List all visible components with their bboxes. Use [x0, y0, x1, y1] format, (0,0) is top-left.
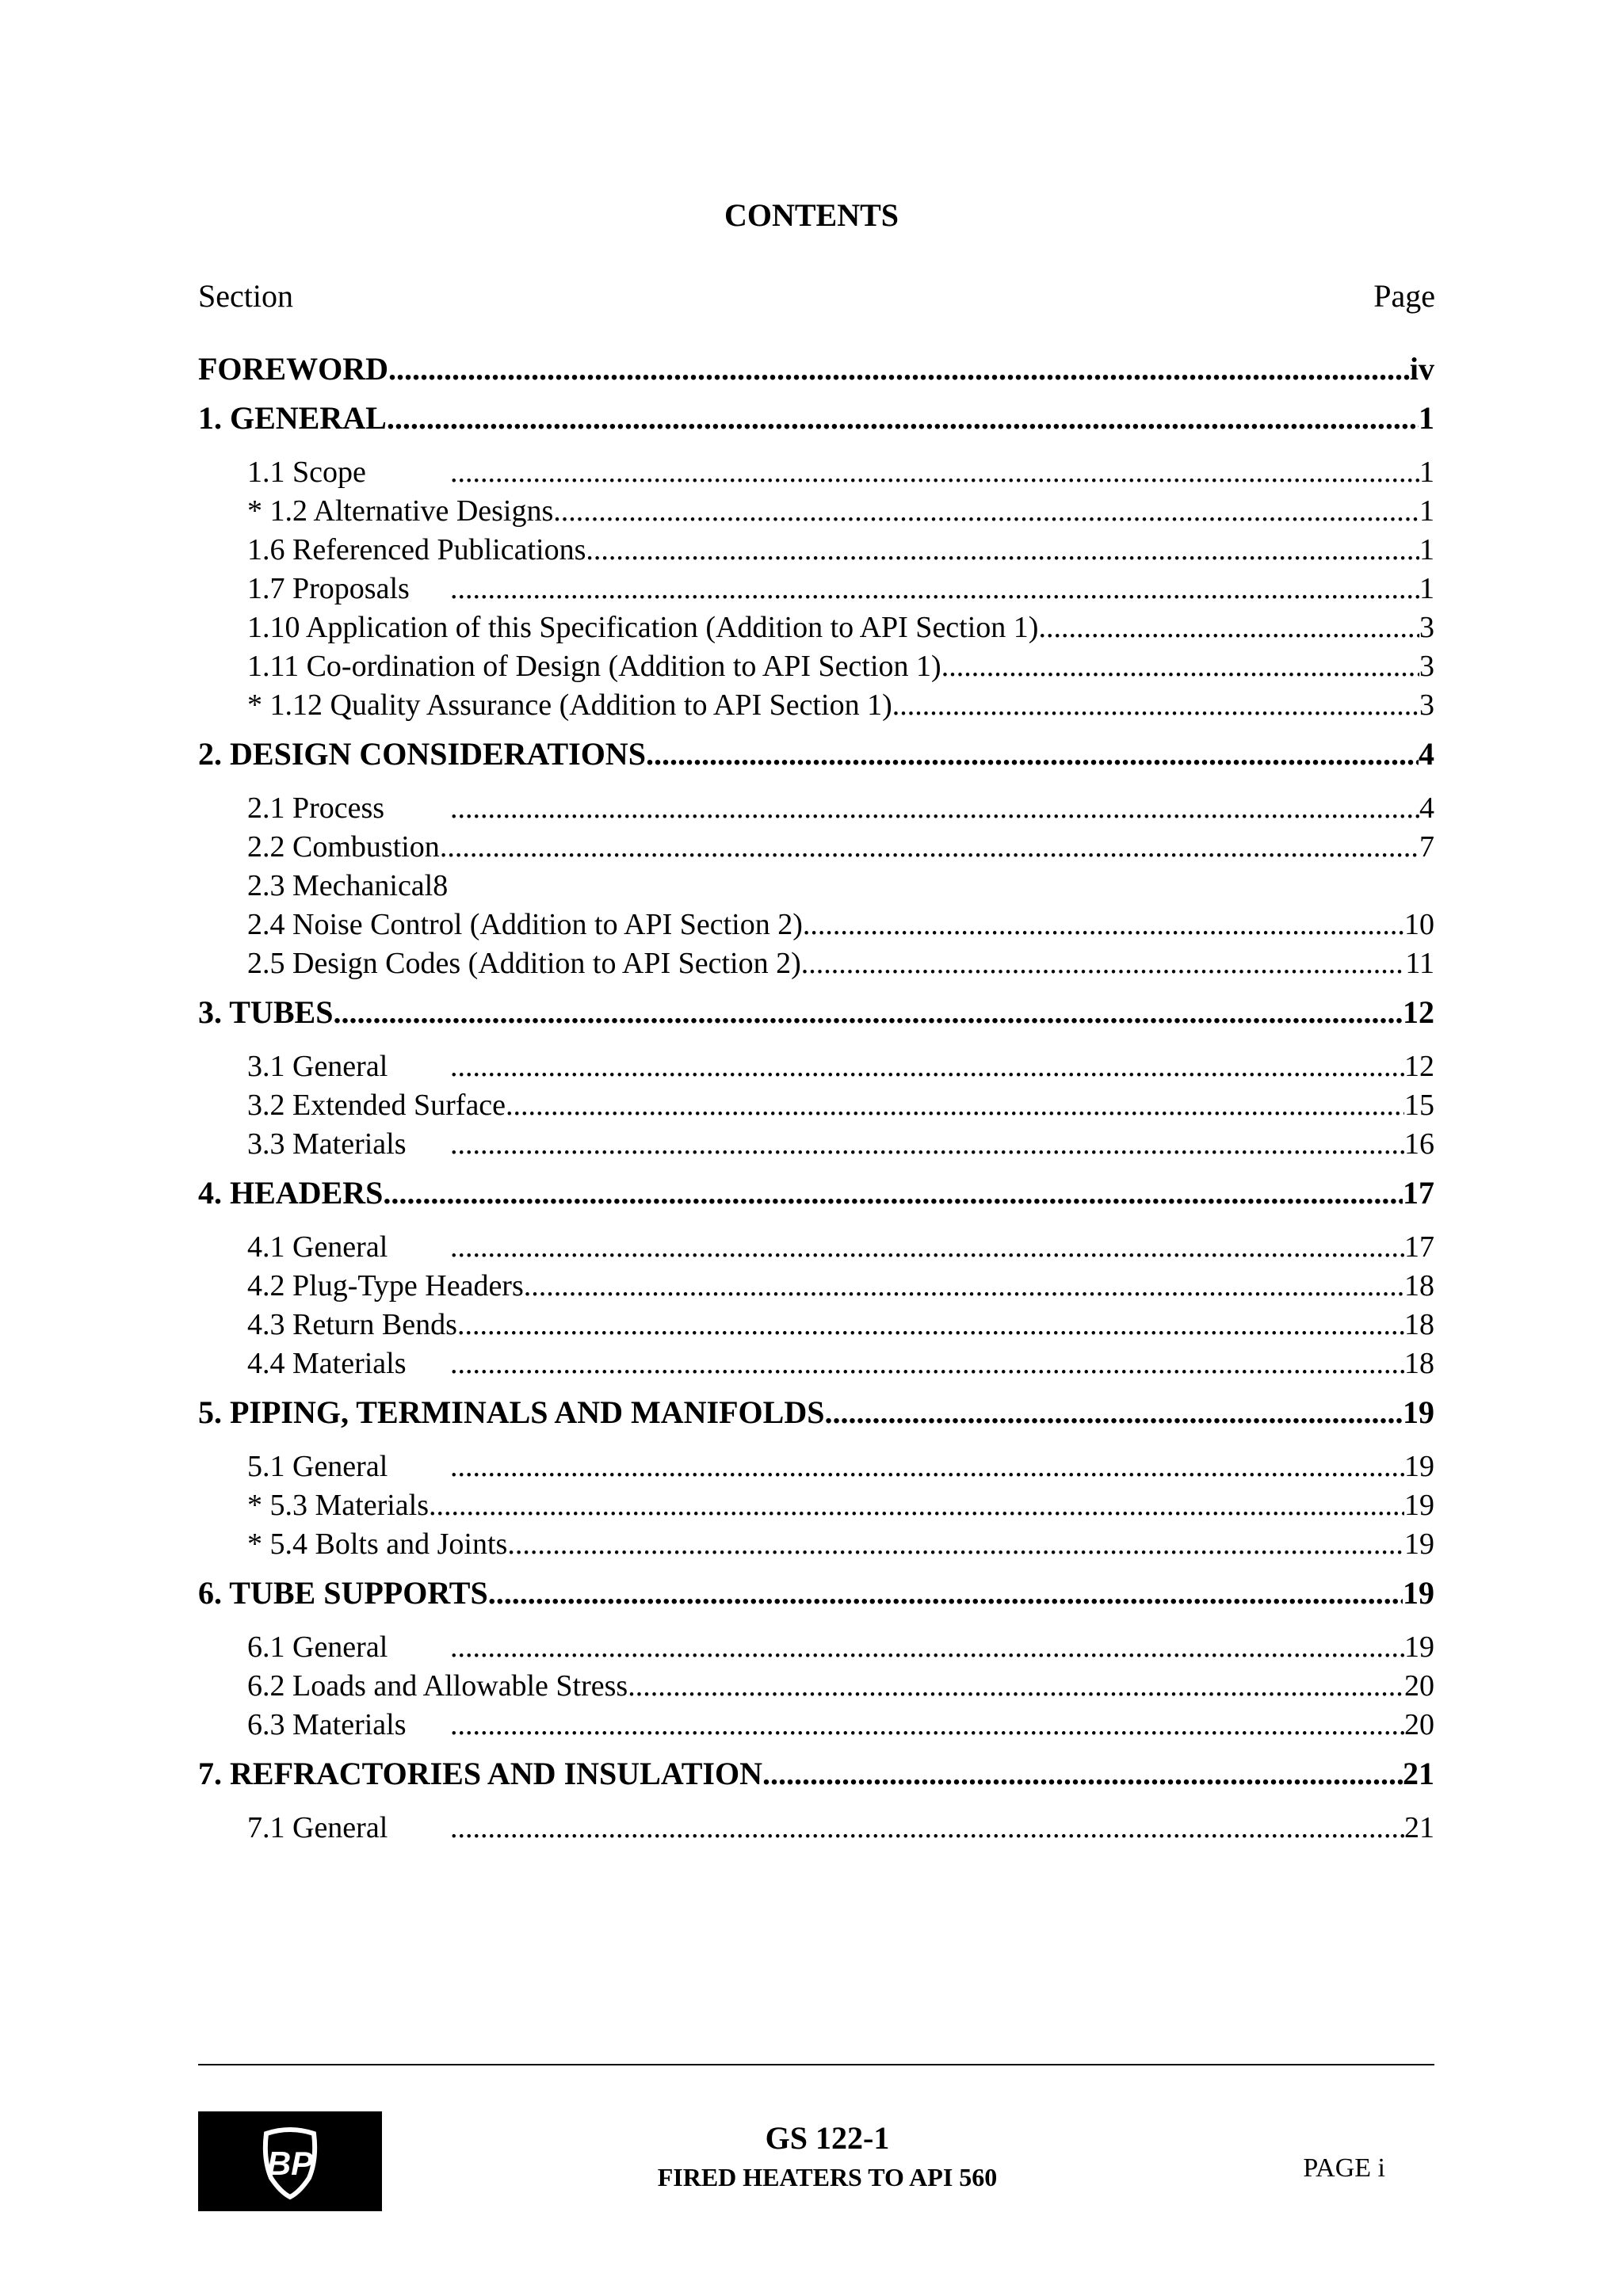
- toc-page-number: 16: [1404, 1127, 1434, 1161]
- toc-leader-dots: [586, 529, 1419, 570]
- toc-subsection-entry: [247, 1627, 1434, 1668]
- toc-subsection-entry: [247, 1343, 1434, 1384]
- toc-page-number: 19: [1404, 1630, 1434, 1664]
- toc-leader-dots: [450, 452, 1419, 493]
- toc-subsection-entry: [247, 826, 1434, 868]
- toc-page-number: 1: [1419, 533, 1434, 566]
- toc-subsection-entry: [247, 1704, 1434, 1745]
- toc-page-number: 10: [1404, 908, 1434, 941]
- footer-divider: [198, 2064, 1434, 2065]
- toc-page-number: 4: [1419, 736, 1434, 772]
- document-code: GS 122-1: [765, 2120, 890, 2156]
- toc-leader-dots: [383, 1173, 1403, 1214]
- toc-section-entry: [198, 1753, 1434, 1794]
- toc-entry-label: 5. PIPING, TERMINALS AND MANIFOLDS: [198, 1394, 825, 1430]
- toc-entry-label: 3.3 Materials: [247, 1127, 407, 1161]
- toc-page-number: iv: [1409, 351, 1434, 387]
- toc-page-number: 1: [1419, 494, 1434, 528]
- toc-page-number: 3: [1419, 650, 1434, 683]
- toc-subsection-entry: [247, 607, 1434, 648]
- toc-leader-dots: [450, 568, 1419, 609]
- toc-section-entry: [198, 398, 1434, 439]
- toc-leader-dots: [450, 788, 1419, 829]
- toc-subsection-entry: [247, 1665, 1434, 1707]
- toc-subsection-entry: [247, 646, 1434, 687]
- toc-section-entry: [198, 1173, 1434, 1214]
- toc-page-number: 18: [1404, 1269, 1434, 1302]
- toc-leader-dots: [450, 1627, 1404, 1668]
- toc-page-number: 3: [1419, 688, 1434, 722]
- toc-page-number: 11: [1405, 947, 1434, 980]
- toc-leader-dots: [450, 1046, 1404, 1087]
- toc-subsection-entry: [247, 529, 1434, 570]
- toc-page-number: 1: [1419, 456, 1434, 489]
- toc-entry-label: 1.10 Application of this Specification (Addition to API Section 1): [247, 611, 1039, 644]
- toc-page-number: 15: [1404, 1089, 1434, 1122]
- toc-page-number: 19: [1404, 1450, 1434, 1483]
- toc-entry-label: 6.2 Loads and Allowable Stress: [247, 1669, 628, 1703]
- toc-entry-label: 2. DESIGN CONSIDERATIONS: [198, 736, 646, 772]
- toc-page-number: 19: [1404, 1489, 1434, 1522]
- toc-leader-dots: [506, 1085, 1404, 1126]
- toc-page-number: 4: [1419, 791, 1434, 825]
- page-title: CONTENTS: [724, 197, 899, 233]
- toc-page-number: 20: [1404, 1708, 1434, 1741]
- toc-entry-label: 1.11 Co-ordination of Design (Addition to API Section 1): [247, 650, 941, 683]
- toc-subsection-entry: [247, 1485, 1434, 1526]
- toc-subsection-entry: [247, 865, 1434, 906]
- toc-section-entry: [198, 349, 1434, 390]
- section-column-header: Section: [198, 278, 293, 314]
- toc-leader-dots: [457, 1304, 1404, 1345]
- toc-page-number: 1: [1419, 572, 1434, 605]
- toc-page-number: 12: [1403, 994, 1434, 1030]
- toc-entry-label: 6. TUBE SUPPORTS: [198, 1575, 488, 1611]
- toc-subsection-entry: [247, 1123, 1434, 1165]
- toc-leader-dots: [440, 826, 1419, 868]
- toc-entry-label: 4. HEADERS: [198, 1175, 384, 1211]
- toc-page-number: 21: [1404, 1811, 1434, 1844]
- toc-page-number: 18: [1404, 1347, 1434, 1380]
- toc-subsection-entry: [247, 1085, 1434, 1126]
- toc-entry-label: 6.3 Materials: [247, 1708, 407, 1741]
- page-number: PAGE i: [1303, 2153, 1385, 2183]
- toc-entry-label: 3. TUBES: [198, 994, 334, 1030]
- toc-subsection-entry: [247, 943, 1434, 984]
- toc-leader-dots: [507, 1524, 1404, 1565]
- toc-page-number: 19: [1403, 1394, 1434, 1430]
- toc-entry-label: 2.5 Design Codes (Addition to API Section 2): [247, 947, 801, 980]
- toc-page-number: 17: [1403, 1175, 1434, 1211]
- toc-entry-label: 2.1 Process: [247, 791, 385, 825]
- toc-leader-dots: [450, 1704, 1404, 1745]
- toc-entry-label: * 5.4 Bolts and Joints: [247, 1527, 508, 1561]
- toc-page-number: 20: [1404, 1669, 1434, 1703]
- toc-entry-label: * 5.3 Materials: [247, 1489, 430, 1522]
- toc-entry-label: 4.3 Return Bends: [247, 1308, 457, 1341]
- toc-section-entry: [198, 992, 1434, 1033]
- toc-entry-label: 2.4 Noise Control (Addition to API Section 2): [247, 908, 803, 941]
- toc-page-number: 1: [1419, 400, 1434, 436]
- toc-entry-label: 2.2 Combustion: [247, 830, 440, 864]
- toc-entry-label: * 1.2 Alternative Designs: [247, 494, 554, 528]
- toc-subsection-entry: [247, 1226, 1434, 1268]
- toc-leader-dots: [333, 992, 1403, 1033]
- toc-subsection-entry: [247, 1046, 1434, 1087]
- toc-leader-dots: [429, 1485, 1404, 1526]
- toc-entry-label: 1.1 Scope: [247, 456, 366, 489]
- document-title: FIRED HEATERS TO API 560: [657, 2163, 998, 2191]
- toc-leader-dots: [388, 349, 1410, 390]
- toc-entry-label: 6.1 General: [247, 1630, 388, 1664]
- toc-section-entry: [198, 1392, 1434, 1433]
- toc-entry-label: 1. GENERAL: [198, 400, 387, 436]
- toc-leader-dots: [1038, 607, 1419, 648]
- toc-page-number: 19: [1404, 1527, 1434, 1561]
- toc-entry-label: 1.6 Referenced Publications: [247, 533, 586, 566]
- toc-leader-dots: [628, 1665, 1404, 1707]
- toc-entry-label: 7.1 General: [247, 1811, 388, 1844]
- toc-entry-label: 2.3 Mechanical8: [247, 869, 449, 902]
- toc-leader-dots: [762, 1753, 1403, 1794]
- toc-subsection-entry: [247, 685, 1434, 726]
- toc-leader-dots: [450, 1226, 1404, 1268]
- toc-leader-dots: [387, 398, 1419, 439]
- toc-subsection-entry: [247, 1304, 1434, 1345]
- toc-leader-dots: [450, 1123, 1404, 1165]
- toc-entry-label: 1.7 Proposals: [247, 572, 410, 605]
- toc-page-number: 17: [1404, 1230, 1434, 1264]
- toc-page-number: 3: [1419, 611, 1434, 644]
- toc-entry-label: 4.4 Materials: [247, 1347, 407, 1380]
- toc-subsection-entry: [247, 1446, 1434, 1487]
- toc-subsection-entry: [247, 1265, 1434, 1306]
- toc-entry-label: 5.1 General: [247, 1450, 388, 1483]
- toc-leader-dots: [892, 685, 1419, 726]
- toc-page-number: 19: [1403, 1575, 1434, 1611]
- toc-subsection-entry: [247, 788, 1434, 829]
- toc-leader-dots: [646, 734, 1419, 775]
- toc-subsection-entry: [247, 1524, 1434, 1565]
- toc-page-number: 21: [1403, 1756, 1434, 1791]
- toc-leader-dots: [450, 1807, 1404, 1848]
- toc-page-number: 12: [1404, 1050, 1434, 1083]
- toc-leader-dots: [450, 1446, 1404, 1487]
- bp-logo-text: BP: [266, 2145, 314, 2182]
- toc-entry-label: 7. REFRACTORIES AND INSULATION: [198, 1756, 762, 1791]
- toc-section-entry: [198, 734, 1434, 775]
- toc-subsection-entry: [247, 490, 1434, 532]
- toc-leader-dots: [450, 1343, 1404, 1384]
- toc-leader-dots: [488, 1573, 1403, 1614]
- page-column-header: Page: [1373, 278, 1435, 314]
- toc-leader-dots: [941, 646, 1419, 687]
- toc-entry-label: 4.2 Plug-Type Headers: [247, 1269, 524, 1302]
- toc-page-number: 7: [1419, 830, 1434, 864]
- toc-entry-label: 3.2 Extended Surface: [247, 1089, 506, 1122]
- toc-entry-label: 4.1 General: [247, 1230, 388, 1264]
- toc-page-number: 18: [1404, 1308, 1434, 1341]
- toc-subsection-entry: [247, 568, 1434, 609]
- toc-subsection-entry: [247, 904, 1434, 945]
- toc-leader-dots: [553, 490, 1419, 532]
- toc-entry-label: 3.1 General: [247, 1050, 388, 1083]
- toc-subsection-entry: [247, 1807, 1434, 1848]
- toc-leader-dots: [524, 1265, 1404, 1306]
- toc-entry-label: * 1.12 Quality Assurance (Addition to API Section 1): [247, 688, 892, 722]
- toc-leader-dots: [803, 904, 1404, 945]
- toc-section-entry: [198, 1573, 1434, 1614]
- toc-entry-label: FOREWORD: [198, 351, 388, 387]
- toc-leader-dots: [824, 1392, 1403, 1433]
- toc-leader-dots: [801, 943, 1406, 984]
- toc-subsection-entry: [247, 452, 1434, 493]
